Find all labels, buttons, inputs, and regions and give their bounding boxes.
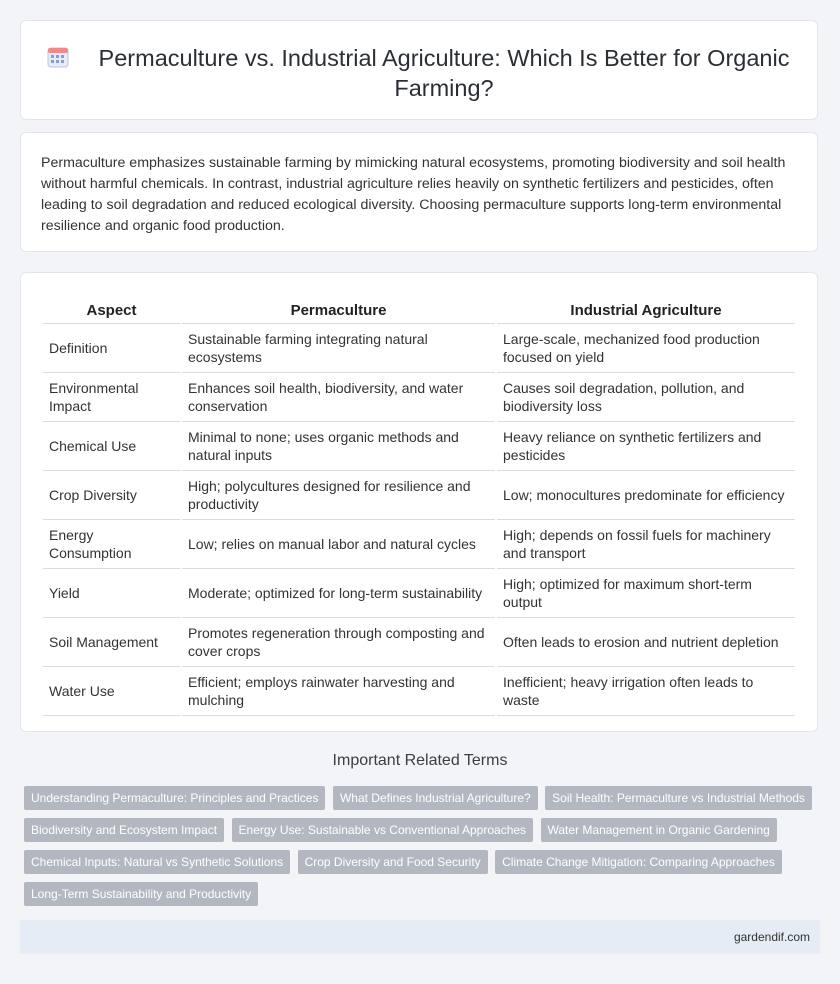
table-row bbox=[43, 471, 795, 520]
table-row bbox=[43, 373, 795, 422]
intro-card bbox=[20, 132, 818, 252]
table-header-row bbox=[43, 293, 795, 324]
column-header-industrial: Industrial Agriculture bbox=[497, 293, 795, 324]
related-tag[interactable]: Soil Health: Permaculture vs Industrial Methods bbox=[545, 786, 812, 810]
related-tag[interactable]: Water Management in Organic Gardening bbox=[541, 818, 777, 842]
row-industrial: Large-scale, mechanized food production focused on yield bbox=[497, 324, 795, 373]
related-tag[interactable]: Climate Change Mitigation: Comparing Approaches bbox=[495, 850, 782, 874]
related-tag[interactable]: What Defines Industrial Agriculture? bbox=[333, 786, 538, 810]
calendar-icon bbox=[47, 46, 69, 68]
row-permaculture: Sustainable farming integrating natural ecosystems bbox=[182, 324, 495, 373]
related-terms-title: Important Related Terms bbox=[332, 752, 508, 769]
row-industrial: Heavy reliance on synthetic fertilizers and pesticides bbox=[497, 422, 795, 471]
row-permaculture: High; polycultures designed for resilience and productivity bbox=[182, 471, 495, 520]
table-row bbox=[43, 618, 795, 667]
related-tag[interactable]: Energy Use: Sustainable vs Conventional Approaches bbox=[232, 818, 534, 842]
row-permaculture: Efficient; employs rainwater harvesting and mulching bbox=[182, 667, 495, 716]
row-permaculture: Low; relies on manual labor and natural cycles bbox=[182, 520, 495, 569]
table-row bbox=[43, 569, 795, 618]
row-aspect: Yield bbox=[43, 569, 180, 618]
column-header-aspect: Aspect bbox=[43, 293, 180, 324]
table-row bbox=[43, 422, 795, 471]
header-card bbox=[20, 20, 818, 120]
row-aspect: Environmental Impact bbox=[43, 373, 180, 422]
footer-site[interactable]: gardendif.com bbox=[733, 930, 810, 944]
row-aspect: Definition bbox=[43, 324, 180, 373]
comparison-table bbox=[41, 293, 797, 716]
row-industrial: Low; monocultures predominate for efficiency bbox=[497, 471, 795, 520]
row-aspect: Energy Consumption bbox=[43, 520, 180, 569]
related-tag[interactable]: Understanding Permaculture: Principles and Practices bbox=[24, 786, 325, 810]
column-header-permaculture: Permaculture bbox=[182, 293, 495, 324]
row-permaculture: Moderate; optimized for long-term sustainability bbox=[182, 569, 495, 618]
row-aspect: Chemical Use bbox=[43, 422, 180, 471]
row-permaculture: Minimal to none; uses organic methods and natural inputs bbox=[182, 422, 495, 471]
comparison-card bbox=[20, 272, 818, 732]
footer bbox=[20, 920, 820, 954]
row-industrial: Causes soil degradation, pollution, and biodiversity loss bbox=[497, 373, 795, 422]
row-industrial: Often leads to erosion and nutrient depletion bbox=[497, 618, 795, 667]
related-tag[interactable]: Chemical Inputs: Natural vs Synthetic Solutions bbox=[24, 850, 290, 874]
row-industrial: High; optimized for maximum short-term output bbox=[497, 569, 795, 618]
table-row bbox=[43, 667, 795, 716]
row-aspect: Soil Management bbox=[43, 618, 180, 667]
related-tags bbox=[24, 786, 824, 914]
table-row bbox=[43, 324, 795, 373]
table-row bbox=[43, 520, 795, 569]
row-industrial: High; depends on fossil fuels for machinery and transport bbox=[497, 520, 795, 569]
row-permaculture: Promotes regeneration through composting and cover crops bbox=[182, 618, 495, 667]
related-tag[interactable]: Crop Diversity and Food Security bbox=[298, 850, 488, 874]
intro-text: Permaculture emphasizes sustainable farming by mimicking natural ecosystems, promoting biodiversity and soil health without harmful chemicals. In contrast, industrial agriculture relies heavily on synthetic fertilizers and pesticides, often leading to soil degradation and reduced ecological diversity. Choosing permaculture supports long-term environmental resilience and organic food production. bbox=[41, 155, 786, 234]
row-aspect: Water Use bbox=[43, 667, 180, 716]
row-aspect: Crop Diversity bbox=[43, 471, 180, 520]
related-tag[interactable]: Long-Term Sustainability and Productivity bbox=[24, 882, 258, 906]
page-title: Permaculture vs. Industrial Agriculture: Which Is Better for Organic Farming? bbox=[98, 45, 790, 101]
row-industrial: Inefficient; heavy irrigation often leads to waste bbox=[497, 667, 795, 716]
row-permaculture: Enhances soil health, biodiversity, and water conservation bbox=[182, 373, 495, 422]
related-tag[interactable]: Biodiversity and Ecosystem Impact bbox=[24, 818, 224, 842]
